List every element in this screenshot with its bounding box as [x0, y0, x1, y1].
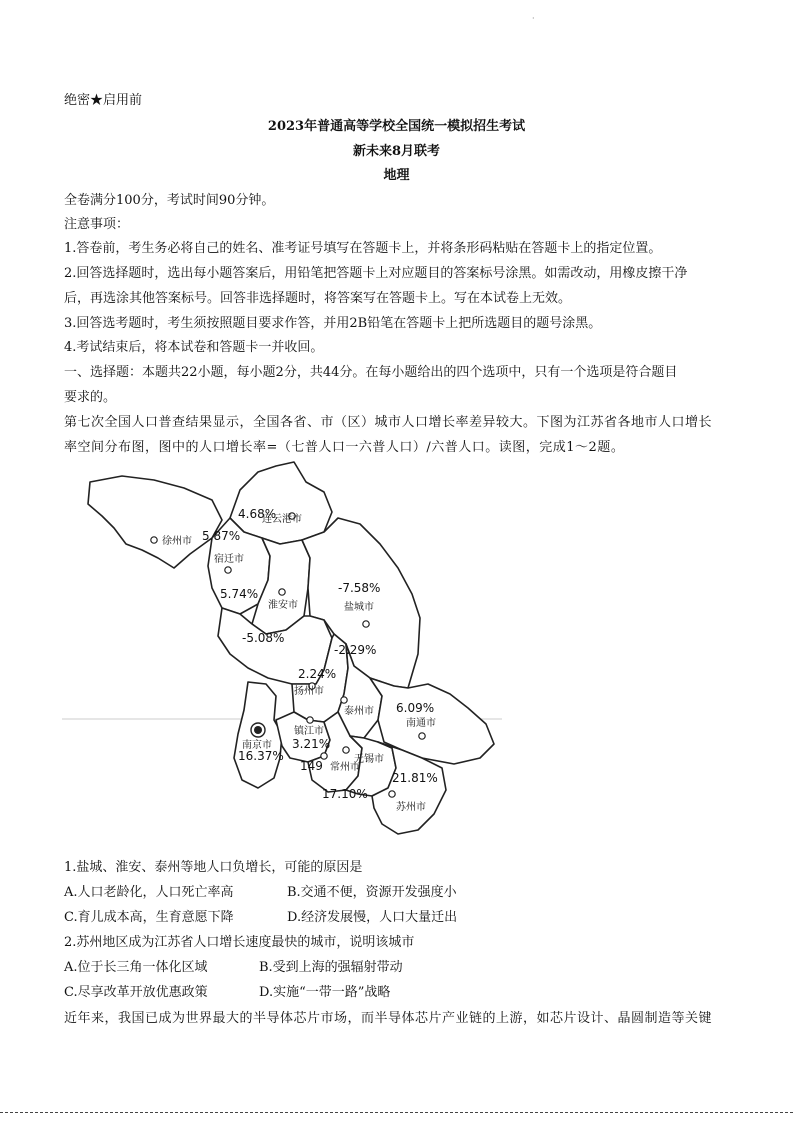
label-changzhou: 常州市 — [330, 762, 360, 773]
label-lianyungang: 连云港市 — [262, 514, 302, 525]
question-2: 2.苏州地区成为江苏省人口增长速度最快的城市，说明该城市 — [64, 935, 415, 950]
q2-option-a: A.位于长三角一体化区域 — [64, 960, 208, 975]
marker-nantong — [419, 733, 425, 739]
rate-taizhou: -2.29% — [334, 643, 377, 657]
jiangsu-population-map — [62, 458, 502, 850]
rate-suqian: 5.74% — [220, 587, 259, 601]
passage-line-1: 第七次全国人口普查结果显示，全国各省、市（区）城市人口增长率差异较大。下图为江苏省各地市人口增长 — [64, 415, 713, 430]
rate-nantong: 6.09% — [396, 701, 435, 715]
rate-lianyungang: 4.68% — [238, 507, 277, 521]
capital-marker-nanjing — [251, 723, 265, 737]
notice-title: 注意事项： — [64, 217, 130, 232]
rate-wuxi: 17.10% — [322, 787, 368, 801]
page-mark: · — [532, 14, 535, 23]
label-suzhou: 苏州市 — [396, 802, 426, 813]
label-xuzhou: 徐州市 — [162, 536, 192, 547]
marker-suzhou — [389, 791, 395, 797]
rate-yangzhou: 2.24% — [298, 667, 337, 681]
marker-wuxi — [343, 747, 349, 753]
label-yangzhou: 扬州市 — [294, 686, 324, 697]
label-huaian: 淮安市 — [268, 600, 298, 611]
q2-option-c: C.尽享改革开放优惠政策 — [64, 985, 208, 1000]
label-yancheng: 盐城市 — [344, 602, 374, 613]
notice-2b: 后，再选涂其他答案标号。回答非选择题时，将答案写在答题卡上。写在本试卷上无效。 — [64, 291, 572, 306]
q1-option-c: C.育儿成本高，生育意愿下降 — [64, 910, 234, 925]
rate-huaian: -5.08% — [242, 631, 285, 645]
rate-xuzhou: 5.87% — [202, 529, 241, 543]
marker-yancheng — [363, 621, 369, 627]
label-nantong: 南通市 — [406, 718, 436, 729]
map-svg — [62, 458, 502, 850]
next-passage: 近年来，我国已成为世界最大的半导体芯片市场，而半导体芯片产业链的上游，如芯片设计、晶圆制造等关键 — [64, 1011, 713, 1026]
secret-label: 绝密★启用前 — [64, 93, 143, 108]
rate-yancheng: -7.58% — [338, 581, 381, 595]
label-wuxi: 无锡市 — [354, 754, 384, 765]
notice-4: 4.考试结束后，将本试卷和答题卡一并收回。 — [64, 340, 324, 355]
rate-nanjing: 16.37% — [238, 749, 284, 763]
label-suqian: 宿迁市 — [214, 554, 244, 565]
label-taizhou: 泰州市 — [344, 706, 374, 717]
label-zhenjiang: 镇江市 — [294, 726, 324, 737]
marker-xuzhou — [151, 537, 157, 543]
exam-subtitle: 新未来8月联考 — [352, 144, 441, 159]
rate-changzhou: 149 — [300, 759, 323, 773]
section-heading-a: 一、选择题：本题共22小题，每小题2分，共44分。在每小题给出的四个选项中，只有一个选项是符合题目 — [64, 365, 678, 380]
page-bottom-rule — [0, 1112, 793, 1113]
score-info: 全卷满分100分，考试时间90分钟。 — [64, 193, 275, 208]
rate-zhenjiang: 3.21% — [292, 737, 331, 751]
notice-3: 3.回答选考题时，考生须按照题目要求作答，并用2B铅笔在答题卡上把所选题目的题号涂黑。 — [64, 316, 602, 331]
marker-suqian — [225, 567, 231, 573]
notice-2a: 2.回答选择题时，选出每小题答案后，用铅笔把答题卡上对应题目的答案标号涂黑。如需改动，用橡皮擦干净 — [64, 266, 688, 281]
q1-option-b: B.交通不便，资源开发强度小 — [287, 885, 457, 900]
passage-line-2: 率空间分布图，图中的人口增长率=（七普人口一六普人口）/六普人口。读图，完成1～2题。 — [64, 440, 625, 455]
q2-option-d: D.实施“一带一路”战略 — [259, 985, 391, 1000]
marker-taizhou — [341, 697, 347, 703]
exam-title: 2023年普通高等学校全国统一模拟招生考试 — [267, 119, 526, 134]
section-heading-b: 要求的。 — [64, 390, 117, 405]
exam-subject: 地理 — [383, 168, 410, 183]
q1-option-a: A.人口老龄化，人口死亡率高 — [64, 885, 234, 900]
marker-zhenjiang — [307, 717, 313, 723]
question-1: 1.盐城、淮安、泰州等地人口负增长，可能的原因是 — [64, 860, 363, 875]
notice-1: 1.答卷前，考生务必将自己的姓名、准考证号填写在答题卡上，并将条形码粘贴在答题卡上的指定位置。 — [64, 241, 662, 256]
q2-option-b: B.受到上海的强辐射带动 — [259, 960, 403, 975]
label-nanjing: 南京市 — [242, 740, 272, 751]
q1-option-d: D.经济发展慢，人口大量迁出 — [287, 910, 458, 925]
rate-suzhou: 21.81% — [392, 771, 438, 785]
marker-huaian — [279, 589, 285, 595]
